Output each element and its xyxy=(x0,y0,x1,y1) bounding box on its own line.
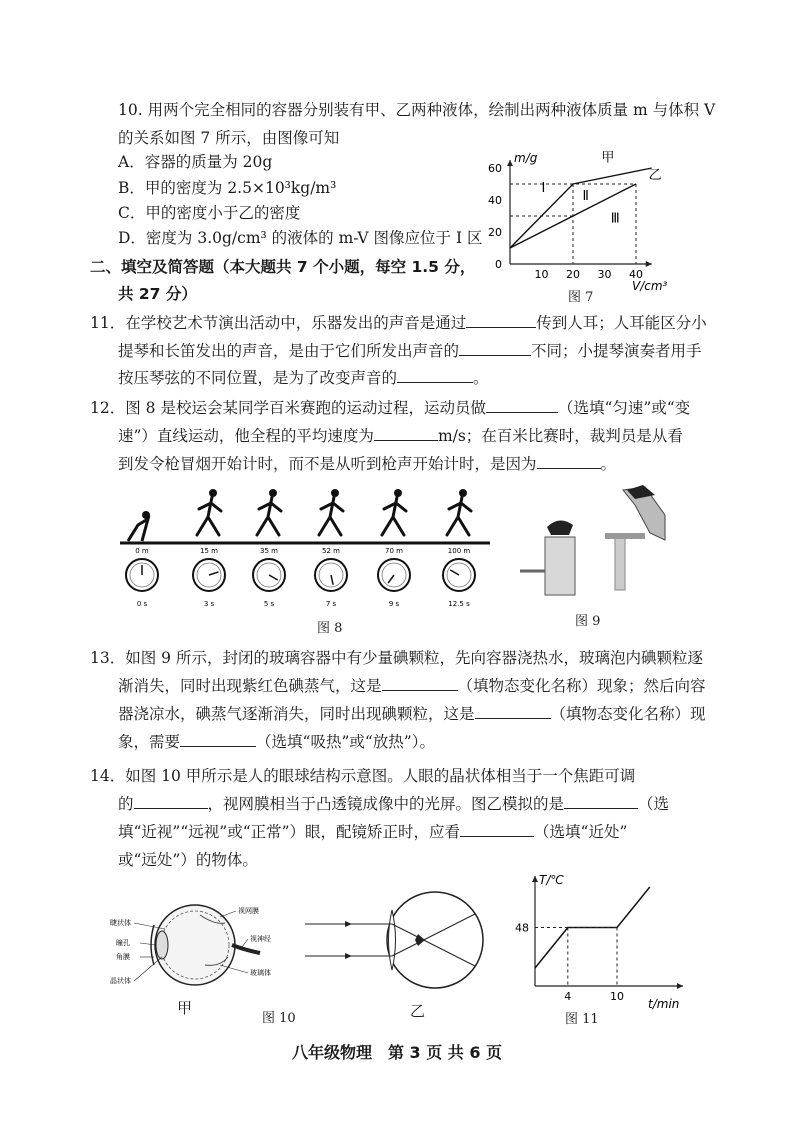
q12-blank-1[interactable] xyxy=(486,398,558,413)
runner-body xyxy=(447,497,471,535)
cornea-shape xyxy=(151,925,154,965)
clamp xyxy=(605,533,645,539)
optic-nerve-shape xyxy=(232,945,260,953)
q13-text-2a: 渐消失，同时出现紫红色碘蒸气，这是 xyxy=(118,677,382,695)
q13-blank-1[interactable] xyxy=(382,676,458,691)
fig8-sprint-figure xyxy=(120,485,495,610)
q12-text-3b: 。 xyxy=(600,455,617,473)
runner-head xyxy=(209,489,217,497)
q12-line2 xyxy=(118,426,683,446)
time-label: 12.5 s xyxy=(448,600,470,608)
distance-label: 0 m xyxy=(135,547,149,555)
ray-upper-refracted xyxy=(392,924,475,966)
q13-text-4b: （选填“吸热”或“放热”）。 xyxy=(256,733,435,751)
q13-line4 xyxy=(118,732,435,752)
x-axis-arrow xyxy=(677,983,683,989)
q12-text-2b: m/s；在百米比赛时，裁判员是从看 xyxy=(437,427,683,445)
y-axis-arrow xyxy=(532,876,538,882)
fig8-caption: 图 8 xyxy=(317,621,343,636)
runner-figure xyxy=(197,489,221,535)
q10-option-c: C．甲的密度小于乙的密度 xyxy=(118,204,301,222)
q14-text-3a: 填“近视”“远视”或“正常”）眼，配镜矫正时，应看 xyxy=(118,823,461,841)
eye-part-label: 睫状体 xyxy=(110,919,131,927)
q10-option-b: B．甲的密度为 2.5×10³kg/m³ xyxy=(118,179,337,197)
beaker-left xyxy=(545,537,575,595)
runner-head xyxy=(394,489,402,497)
q13-text-4a: 象，需要 xyxy=(118,733,181,751)
x-tick-label: 30 xyxy=(597,268,612,281)
q11-blank-1[interactable] xyxy=(466,313,536,328)
distance-label: 70 m xyxy=(385,547,403,555)
runner-figure xyxy=(257,489,281,535)
eye-part-label: 视网膜 xyxy=(238,907,259,915)
x-tick-label: 20 xyxy=(566,268,580,281)
q12-text-3a: 到发令枪冒烟开始计时，而不是从听到枪声开始计时，是因为 xyxy=(118,455,537,473)
eye-part-label: 玻璃体 xyxy=(250,969,271,977)
q12-text-1b: （选填“匀速”或“变 xyxy=(557,399,691,417)
eye-label-leader xyxy=(220,911,236,917)
arrow-upper xyxy=(345,921,352,927)
q12-text-2a: 速”）直线运动，他全程的平均速度为 xyxy=(118,427,374,445)
region-label-2: Ⅱ xyxy=(582,189,589,204)
y-tick-label: 40 xyxy=(488,194,502,207)
time-label: 9 s xyxy=(388,600,400,608)
y-tick-label: 20 xyxy=(488,226,502,239)
fig10-eye-diagram xyxy=(110,895,280,1005)
q14-blank-1[interactable] xyxy=(134,794,208,809)
fig10-label-jia: 甲 xyxy=(177,999,193,1017)
q14-line2 xyxy=(118,794,669,814)
y-tick-label: 0 xyxy=(495,258,502,271)
q11-line3 xyxy=(118,368,489,388)
lens-shape xyxy=(156,931,168,959)
q14-line3 xyxy=(118,822,627,842)
runner-body xyxy=(257,497,281,535)
q14-line1: 14．如图 10 甲所示是人的眼球结构示意图。人眼的晶状体相当于一个焦距可调 xyxy=(90,767,636,785)
runner-head xyxy=(331,489,339,497)
q14-text-2c: （选 xyxy=(638,795,670,813)
q11-line1 xyxy=(90,313,707,333)
series-label-yi: 乙 xyxy=(648,168,662,184)
q13-blank-2[interactable] xyxy=(475,704,551,719)
y-tick-label: 60 xyxy=(488,162,502,175)
q13-text-3a: 器浇凉水，碘蒸气逐渐消失，同时出现碘颗粒，这是 xyxy=(118,705,475,723)
fig9-iodine-apparatus xyxy=(515,485,685,600)
q14-blank-3[interactable] xyxy=(460,822,534,837)
runner-head xyxy=(459,489,467,497)
y-axis-label: m/g xyxy=(514,151,538,165)
ray-lower-refracted xyxy=(392,914,475,956)
runner-body xyxy=(128,519,148,541)
time-label: 3 s xyxy=(203,600,215,608)
page-footer: 八年级物理 第 3 页 共 6 页 xyxy=(291,1043,503,1062)
series-label-jia: 甲 xyxy=(601,150,615,166)
eye-label-leader xyxy=(134,957,162,981)
q13-line1: 13．如图 9 所示，封闭的玻璃容器中有少量碘颗粒，先向容器浇热水，玻璃泡内碘颗粒逐 xyxy=(90,649,703,667)
y-axis-label: T/℃ xyxy=(539,873,564,887)
fig10-ray-diagram xyxy=(300,888,490,998)
q13-text-3b: （填物态变化名称）现 xyxy=(550,705,706,723)
q11-text-2b: 不同；小提琴演奏者用手 xyxy=(531,342,702,360)
q10-stem-line1: 10. 用两个完全相同的容器分别装有甲、乙两种液体，绘制出两种液体质量 m 与体积 V xyxy=(118,101,716,119)
eye-part-label: 晶状体 xyxy=(110,977,131,985)
runner-head xyxy=(269,489,277,497)
runner-figure xyxy=(128,511,150,541)
q14-blank-2[interactable] xyxy=(564,794,638,809)
runner-body xyxy=(197,497,221,535)
y-axis-arrow xyxy=(507,160,513,166)
fig11-caption: 图 11 xyxy=(565,1012,599,1027)
section2-heading-cont: 共 27 分） xyxy=(118,285,197,303)
q12-line3 xyxy=(118,454,616,474)
time-label: 5 s xyxy=(263,600,275,608)
eye-part-label: 瞳孔 xyxy=(116,939,130,947)
x-tick-label: 40 xyxy=(629,268,643,281)
q10-stem-line2: 的关系如图 7 所示，由图像可知 xyxy=(118,129,340,147)
x-axis-label: t/min xyxy=(648,997,680,1011)
series-line-jia xyxy=(510,168,652,248)
section2-heading: 二、填空及简答题（本大题共 7 个小题，每空 1.5 分， xyxy=(90,258,476,276)
q13-line3 xyxy=(118,704,706,724)
distance-label: 52 m xyxy=(322,547,340,555)
q13-blank-3[interactable] xyxy=(180,732,256,747)
region-label-1: Ⅰ xyxy=(541,181,546,196)
runner-figure xyxy=(447,489,471,535)
q11-text-2a: 提琴和长笛发出的声音，是由于它们所发出声音的 xyxy=(118,342,460,360)
distance-label: 100 m xyxy=(447,547,471,555)
q13-text-2b: （填物态变化名称）现象；然后向容 xyxy=(457,677,706,695)
runner-figure xyxy=(382,489,406,535)
distance-label: 35 m xyxy=(260,547,278,555)
y-tick-label: 48 xyxy=(515,921,529,935)
runner-body xyxy=(382,497,406,535)
fig11-chart xyxy=(505,868,695,1013)
x-tick-label: 4 xyxy=(564,990,572,1003)
time-label: 0 s xyxy=(136,600,148,608)
x-axis-arrow xyxy=(646,261,652,267)
distance-label: 15 m xyxy=(200,547,218,555)
q14-text-3b: （选填“近处” xyxy=(534,823,628,841)
q14-text-2b: ，视网膜相当于凸透镜成像中的光屏。图乙模拟的是 xyxy=(207,795,565,813)
fig7-caption: 图 7 xyxy=(568,290,594,305)
q12-line1 xyxy=(90,398,690,418)
x-axis-label: V/cm³ xyxy=(632,279,668,293)
fig10-label-yi: 乙 xyxy=(410,1002,426,1020)
q11-blank-3[interactable] xyxy=(397,368,473,383)
q10-option-d: D．密度为 3.0g/cm³ 的液体的 m-V 图像应位于 Ⅰ 区 xyxy=(118,229,483,247)
q12-blank-3[interactable] xyxy=(537,454,601,469)
region-label-3: Ⅲ xyxy=(610,211,620,227)
eye-part-label: 视神经 xyxy=(250,935,271,943)
q11-blank-2[interactable] xyxy=(459,341,531,356)
stand-rod xyxy=(615,535,625,590)
q13-line2 xyxy=(118,676,706,696)
fig7-chart xyxy=(478,132,708,302)
arrow-lower xyxy=(345,953,352,959)
fig9-caption: 图 9 xyxy=(575,614,601,629)
eye-label-leader xyxy=(242,939,248,947)
eye-label-leader xyxy=(140,943,156,945)
x-tick-label: 10 xyxy=(534,268,549,281)
q11-text-1a: 11．在学校艺术节演出活动中，乐器发出的声音是通过 xyxy=(90,314,467,332)
temperature-line xyxy=(535,887,650,968)
fig10-caption: 图 10 xyxy=(262,1011,296,1026)
q11-text-3a: 按压琴弦的不同位置，是为了改变声音的 xyxy=(118,369,398,387)
eye-part-label: 角膜 xyxy=(116,953,130,961)
q14-line4: 或“远处”）的物体。 xyxy=(118,851,258,869)
x-tick-label: 10 xyxy=(610,990,624,1003)
time-label: 7 s xyxy=(325,600,337,608)
q14-text-2a: 的 xyxy=(118,795,134,813)
runner-body xyxy=(319,497,343,535)
runner-figure xyxy=(319,489,343,535)
q11-text-3b: 。 xyxy=(473,369,489,387)
q11-line2 xyxy=(118,341,702,361)
q10-option-a: A．容器的质量为 20g xyxy=(118,153,273,171)
q12-text-1a: 12．图 8 是校运会某同学百米赛跑的运动过程，运动员做 xyxy=(90,399,486,417)
eyeball-model xyxy=(387,892,483,988)
q11-text-1b: 传到人耳；人耳能区分小 xyxy=(536,314,707,332)
iodine-bulb-left xyxy=(547,520,573,535)
q12-blank-2[interactable] xyxy=(374,426,438,441)
arrow-lower-refracted xyxy=(415,939,426,946)
lens-model xyxy=(389,910,396,970)
